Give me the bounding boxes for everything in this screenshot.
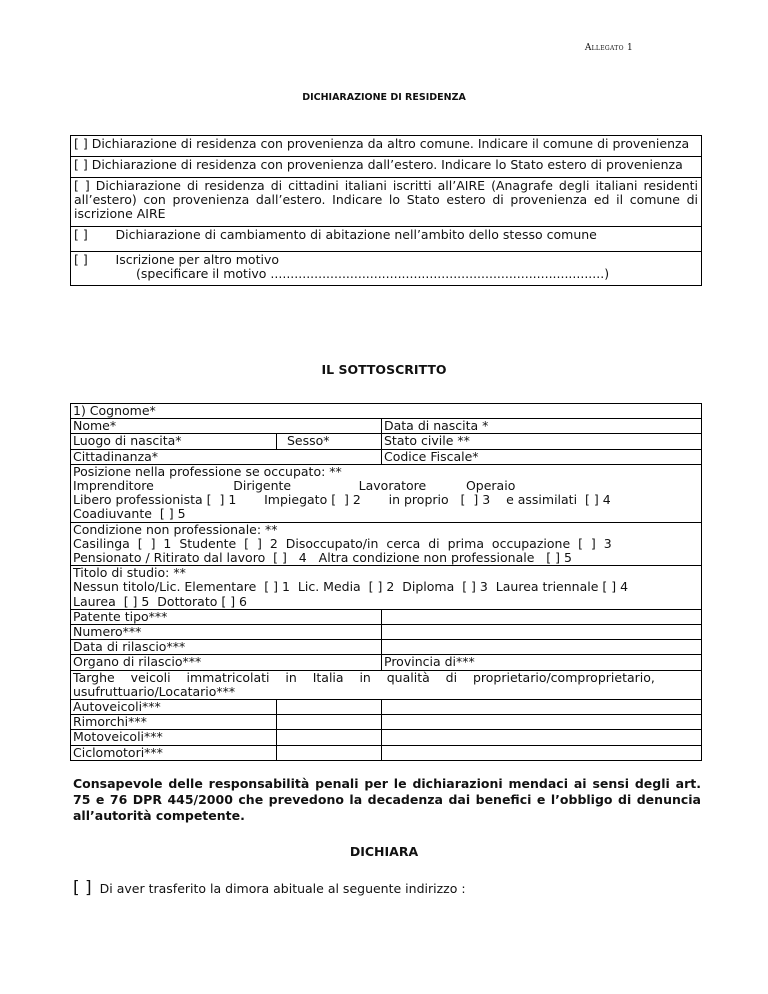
personal-data-table	[70, 403, 702, 761]
dichiara-checkbox[interactable]: [ ]	[73, 878, 92, 898]
data-rilascio-value[interactable]	[382, 640, 702, 655]
option-cambio-abitazione-label: [ ] Dichiarazione di cambiamento di abitazione nell’ambito dello stesso comune	[74, 227, 597, 242]
sesso-field[interactable]: Sesso*	[277, 434, 382, 449]
posizione-professione-block	[71, 464, 702, 522]
residence-type-options	[70, 135, 702, 286]
codice-fiscale-field[interactable]: Codice Fiscale*	[382, 449, 702, 464]
numero-field[interactable]: Numero***	[71, 625, 382, 640]
ciclomotori-value-1[interactable]	[277, 745, 382, 760]
patente-tipo-value[interactable]	[382, 609, 702, 624]
allegato-label: Allegato 1	[584, 43, 633, 53]
option-altro-motivo-label: [ ] Iscrizione per altro motivo	[74, 252, 279, 267]
posizione-row-1[interactable]: Imprenditore Dirigente Lavoratore Operaio	[73, 478, 516, 494]
targhe-block	[71, 670, 702, 699]
sottoscritto-heading: IL SOTTOSCRITTO	[321, 362, 447, 377]
option-estero[interactable]: [ ] Dichiarazione di residenza con provenienza dall’estero. Indicare lo Stato estero di provenienza	[71, 157, 702, 178]
cognome-field[interactable]: 1) Cognome*	[71, 404, 702, 419]
condizione-row-2[interactable]: Pensionato / Ritirato dal lavoro [ ] 4 Altra condizione non professionale [ ] 5	[73, 550, 572, 566]
autoveicoli-value-1[interactable]	[277, 700, 382, 715]
condizione-row-1[interactable]: Casilinga [ ] 1 Studente [ ] 2 Disoccupato/in cerca di prima occupazione [ ] 3	[73, 535, 612, 551]
document-title: DICHIARAZIONE DI RESIDENZA	[302, 92, 466, 103]
option-altro-comune[interactable]: [ ] Dichiarazione di residenza con provenienza da altro comune. Indicare il comune di provenienza	[71, 136, 702, 157]
data-rilascio-field[interactable]: Data di rilascio***	[71, 640, 382, 655]
numero-value[interactable]	[382, 625, 702, 640]
posizione-label: Posizione nella professione se occupato: **	[73, 463, 342, 479]
organo-rilascio-field[interactable]: Organo di rilascio***	[71, 655, 382, 670]
autoveicoli-value-2[interactable]	[382, 700, 702, 715]
responsabilita-warning: Consapevole delle responsabilità penali per le dichiarazioni mendaci ai sensi degli art. 75 e 76 DPR 445/2000 che prevedono la decadenza dai benefici e l’obbligo di denuncia all’autorità competente.	[73, 776, 701, 823]
condizione-block	[71, 522, 702, 566]
titolo-label: Titolo di studio: **	[73, 565, 186, 581]
autoveicoli-label: Autoveicoli***	[71, 700, 277, 715]
option-altro-motivo[interactable]	[71, 252, 702, 286]
luogo-nascita-field[interactable]: Luogo di nascita*	[71, 434, 277, 449]
titolo-row-1[interactable]: Nessun titolo/Lic. Elementare [ ] 1 Lic. Media [ ] 2 Diploma [ ] 3 Laurea triennale [ ] 4	[73, 579, 629, 595]
motoveicoli-label: Motoveicoli***	[71, 730, 277, 745]
provincia-field[interactable]: Provincia di***	[382, 655, 702, 670]
titolo-row-2[interactable]: Laurea [ ] 5 Dottorato [ ] 6	[73, 593, 248, 609]
posizione-row-3[interactable]: Coadiuvante [ ] 5	[73, 506, 186, 522]
dichiara-heading: DICHIARA	[349, 844, 419, 859]
option-altro-motivo-specifica: (specificare il motivo ....................................................................................)	[136, 266, 610, 281]
rimorchi-value-2[interactable]	[382, 715, 702, 730]
dichiara-text: Di aver trasferito la dimora abituale al seguente indirizzo :	[99, 881, 466, 896]
ciclomotori-value-2[interactable]	[382, 745, 702, 760]
data-nascita-field[interactable]: Data di nascita *	[382, 419, 702, 434]
titolo-studio-block	[71, 566, 702, 610]
patente-tipo-field[interactable]: Patente tipo***	[71, 609, 382, 624]
cittadinanza-field[interactable]: Cittadinanza*	[71, 449, 382, 464]
option-cambio-abitazione[interactable]	[71, 227, 702, 252]
option-aire[interactable]: [ ] Dichiarazione di residenza di cittadini italiani iscritti all’AIRE (Anagrafe degli italiani residenti all’estero) con provenienza dall’estero. Indicare lo Stato estero di provenienza ed il comune di iscrizione AIRE	[71, 178, 702, 227]
ciclomotori-label: Ciclomotori***	[71, 745, 277, 760]
motoveicoli-value-2[interactable]	[382, 730, 702, 745]
stato-civile-field[interactable]: Stato civile **	[382, 434, 702, 449]
nome-field[interactable]: Nome*	[71, 419, 382, 434]
rimorchi-label: Rimorchi***	[71, 715, 277, 730]
condizione-label: Condizione non professionale: **	[73, 521, 278, 537]
targhe-row-2: usufruttuario/Locatario***	[73, 683, 236, 699]
posizione-row-2[interactable]: Libero professionista [ ] 1 Impiegato [ ] 2 in proprio [ ] 3 e assimilati [ ] 4	[73, 492, 611, 508]
motoveicoli-value-1[interactable]	[277, 730, 382, 745]
dichiara-option[interactable]	[73, 878, 466, 898]
rimorchi-value-1[interactable]	[277, 715, 382, 730]
targhe-row-1: Targhe veicoli immatricolati in Italia in qualità di proprietario/comproprietario,	[73, 669, 655, 685]
